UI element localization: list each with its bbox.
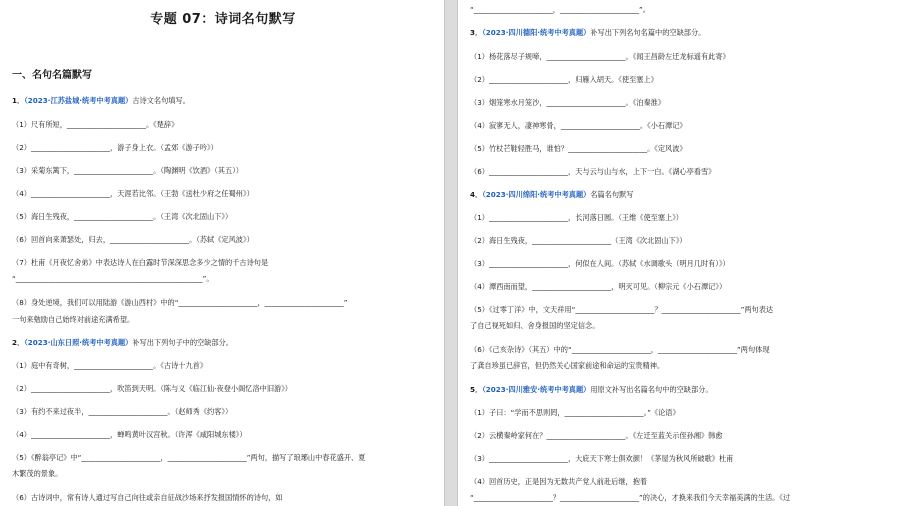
question-line: （4）回首历史，正是因为无数共产党人前赴后继，抱着 bbox=[470, 477, 648, 486]
question-line: （1）子曰：“学而不思则罔，______________________。”《论语》 bbox=[470, 408, 680, 417]
question-line: （1）庭中有奇树，______________________。《古诗十九首》 bbox=[12, 361, 208, 370]
question-line: （5）《醉翁亭记》中“______________________，______________________”两句，描写了琅琊山中春花盛开、夏 bbox=[12, 453, 366, 462]
page-gutter bbox=[444, 0, 458, 506]
question-line: （3）有约不来过夜半，______________________。（赵师秀《约客》） bbox=[12, 407, 233, 416]
question-line: （1）杨花落尽子规啼，______________________。《闻王昌龄左迁龙标遥有此寄》 bbox=[470, 52, 730, 61]
question-line: （3）烟笼寒水月笼沙，______________________。《泊秦淮》 bbox=[470, 98, 666, 107]
document-page-right bbox=[458, 0, 900, 506]
question-line: （6）______________________，天与云与山与水，上下一白。《湖心亭看雪》 bbox=[470, 167, 716, 176]
question-1-header: 1．（2023·江苏盐城·统考中考真题）古诗文名句填写。 bbox=[12, 96, 190, 105]
question-line: 了龚自珍虽已辞官，但仍然关心国家前途和命运的宝贵精神。 bbox=[470, 361, 665, 370]
question-line: （5）《过零丁洋》中，文天祥用“______________________？______________________”两句表达 bbox=[470, 305, 774, 314]
question-line: （3）______________________，何似在人间。（苏轼《水调歌头（明月几时有）》） bbox=[470, 259, 730, 268]
question-line: （4）______________________，天涯若比邻。（王勃《送杜少府之任蜀州》） bbox=[12, 189, 254, 198]
question-2-header: 2．（2023·山东日照·统考中考真题）补写出下列句子中的空缺部分。 bbox=[12, 338, 233, 347]
question-4-header: 4．（2023·四川绵阳·统考中考真题）名篇名句默写 bbox=[470, 190, 634, 199]
question-line: “____________________________________________________”。 bbox=[12, 274, 214, 283]
question-line: （1）______________________，长河落日圆。（王维《使至塞上》） bbox=[470, 213, 683, 222]
page-title: 专题 07：诗词名句默写 bbox=[150, 12, 296, 27]
question-line: （4）______________________，蝉鸣黄叶汉宫秋。（许浑《咸阳城东楼》） bbox=[12, 430, 247, 439]
question-line: （6）《己亥杂诗》（其五）中的“______________________，______________________”两句体现 bbox=[470, 345, 770, 354]
question-5-header: 5．（2023·四川雅安·统考中考真题）用原文补写出名篇名句中的空缺部分。 bbox=[470, 385, 713, 394]
question-line: 一句来勉励自己始终对前途充满希望。 bbox=[12, 315, 135, 324]
question-line: 了自己视死如归、舍身报国的坚定信念。 bbox=[470, 321, 600, 330]
question-line: “______________________？______________________”的决心，才换来我们今天幸福美满的生活。《过 bbox=[470, 493, 791, 502]
question-line: （7）杜甫《月夜忆舍弟》中表达诗人在白露时节深深思念多少之情的千古诗句是 bbox=[12, 258, 269, 267]
question-line: （6）回首向来萧瑟处，归去，______________________。（苏轼《定风波》） bbox=[12, 235, 254, 244]
question-line: （4）潭西南而望，______________________，明灭可见。（柳宗元《小石潭记》） bbox=[470, 282, 727, 291]
question-line: （2）______________________，归雁入胡天。《使至塞上》 bbox=[470, 75, 658, 84]
question-line: “______________________，______________________”。 bbox=[470, 5, 650, 14]
question-line: （4）寂寥无人，凄神寒骨，______________________。《小石潭记》 bbox=[470, 121, 687, 130]
question-3-header: 3．（2023·四川德阳·统考中考真题）补写出下列名句名篇中的空缺部分。 bbox=[470, 28, 706, 37]
question-line: （2）______________________，吹笛到天明。（陈与义《临江仙·夜登小阁忆洛中旧游》） bbox=[12, 384, 292, 393]
question-line: （8）身处逆境，我们可以用陆游《游山西村》中的“______________________，______________________” bbox=[12, 298, 348, 307]
question-line: （3）______________________，大庇天下寒士俱欢颜！《茅屋为秋风所破歌》杜甫 bbox=[470, 454, 734, 463]
question-line: （5）竹杖芒鞋轻胜马，谁怕？______________________。《定风波》 bbox=[470, 144, 687, 153]
question-line: （2）______________________，游子身上衣。（孟郊《游子吟》） bbox=[12, 143, 218, 152]
section-heading: 一、名句名篇默写 bbox=[12, 70, 92, 81]
question-line: （2）云横秦岭家何在？______________________。《左迁至蓝关示侄孙湘》韩愈 bbox=[470, 431, 723, 440]
question-line: （3）采菊东篱下，______________________。（陶渊明《饮酒》（其五）） bbox=[12, 166, 243, 175]
question-line: （5）海日生残夜，______________________。（王湾《次北固山下》） bbox=[12, 212, 233, 221]
question-line: （2）海日生残夜，______________________（王湾《次北固山下》） bbox=[470, 236, 687, 245]
question-line: （1）尺有所短，______________________。《楚辞》 bbox=[12, 120, 179, 129]
question-line: （6）古诗词中，常有诗人通过写自己向往或亲自征战沙场来抒发报国情怀的诗句，如 bbox=[12, 493, 283, 502]
document-page-left bbox=[0, 0, 444, 506]
question-line: 木繁茂的景象。 bbox=[12, 469, 63, 478]
